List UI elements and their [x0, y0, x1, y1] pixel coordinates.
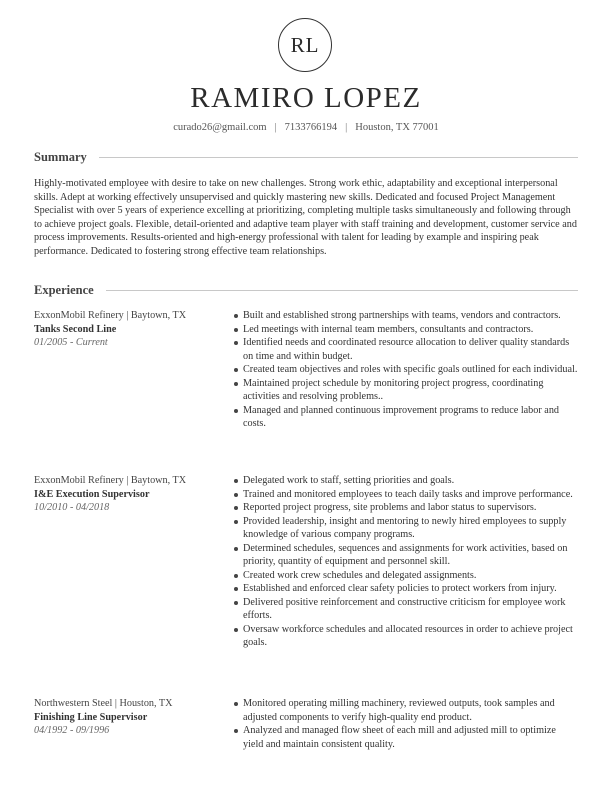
contact-location: Houston, TX 77001: [355, 122, 439, 133]
job-bullets: [234, 309, 578, 431]
candidate-name: RAMIRO LOPEZ: [190, 82, 422, 114]
job-bullet: Provided leadership, insight and mentoring to newly hired employees to supply knowledge of various company programs.: [234, 515, 578, 542]
job-title: Finishing Line Supervisor: [34, 711, 148, 723]
contact-email[interactable]: curado26@gmail.com: [173, 122, 267, 133]
job-meta: [34, 697, 224, 738]
experience-heading: Experience: [34, 283, 94, 297]
job-bullets: [234, 474, 578, 650]
contact-separator: |: [274, 122, 277, 133]
summary-text: Highly-motivated employee with desire to take on new challenges. Strong work ethic, adaptability and exceptional interpersonal skills. Adept at working effectively unsupervised and quickly mastering new skills. Dedicated and focused Project Management Specialist with over 5 years of experience excelling at prioritizing, completing multiple tasks simultaneously and following through to achieve project goals. Flexible, detail-oriented and adaptive team player with staff training and development, customer service and process improvements. Results-oriented and high-energy professional with talent for leading by example and inspiring peak performance. Dedicated to fostering strong effective team relationships.: [34, 178, 577, 257]
job-bullet: Managed and planned continuous improvement programs to reduce labor and costs.: [234, 404, 578, 431]
job-bullet: Built and established strong partnerships with teams, vendors and contractors.: [234, 309, 578, 323]
job-dates: 01/2005 - Current: [34, 337, 108, 348]
job-bullet: Delivered positive reinforcement and constructive criticism for employee work efforts.: [234, 596, 578, 623]
job-meta: [34, 474, 224, 515]
job-bullet: Led meetings with internal team members, consultants and contractors.: [234, 323, 578, 337]
job-title: Tanks Second Line: [34, 323, 117, 335]
job-bullet: Reported project progress, site problems and labor status to supervisors.: [234, 501, 578, 515]
summary-section-header: [34, 149, 578, 165]
job-meta: [34, 309, 224, 350]
experience-section-header: [34, 282, 578, 298]
section-divider: [99, 157, 578, 158]
job-bullet: Created team objectives and roles with specific goals outlined for each individual.: [234, 363, 578, 377]
job-bullet: Determined schedules, sequences and assignments for work activities, based on priority, quantity of equipment and personnel skill.: [234, 542, 578, 569]
job-bullet: Trained and monitored employees to teach daily tasks and improve performance.: [234, 488, 578, 502]
job-bullets: [234, 697, 578, 751]
job-dates: 04/1992 - 09/1996: [34, 725, 110, 736]
job-bullet: Established and enforced clear safety policies to protect workers from injury.: [234, 582, 578, 596]
job-title: I&E Execution Supervisor: [34, 488, 150, 500]
section-divider: [106, 290, 578, 291]
job-dates: 10/2010 - 04/2018: [34, 502, 110, 513]
summary-heading: Summary: [34, 150, 87, 164]
job-bullet: Oversaw workforce schedules and allocated resources in order to achieve project goals.: [234, 623, 578, 650]
contact-line: [0, 121, 612, 135]
job-employer: Northwestern Steel | Houston, TX: [34, 698, 173, 709]
contact-phone[interactable]: 7133766194: [284, 122, 338, 133]
contact-separator: |: [345, 122, 348, 133]
job-bullet: Analyzed and managed flow sheet of each mill and adjusted mill to optimize yield and maintain consistent quality.: [234, 724, 578, 751]
job-bullet: Monitored operating milling machinery, reviewed outputs, took samples and adjusted components to verify high-quality end product.: [234, 697, 578, 724]
job-bullet: Identified needs and coordinated resource allocation to deliver quality standards on time and within budget.: [234, 336, 578, 363]
monogram-initials: RL: [290, 32, 320, 57]
monogram-badge: [278, 18, 332, 72]
job-employer: ExxonMobil Refinery | Baytown, TX: [34, 310, 187, 321]
job-employer: ExxonMobil Refinery | Baytown, TX: [34, 475, 187, 486]
job-bullet: Maintained project schedule by monitoring project progress, coordinating activities and resolving problems..: [234, 377, 578, 404]
job-bullet: Created work crew schedules and delegated assignments.: [234, 569, 578, 583]
job-bullet: Delegated work to staff, setting priorities and goals.: [234, 474, 578, 488]
